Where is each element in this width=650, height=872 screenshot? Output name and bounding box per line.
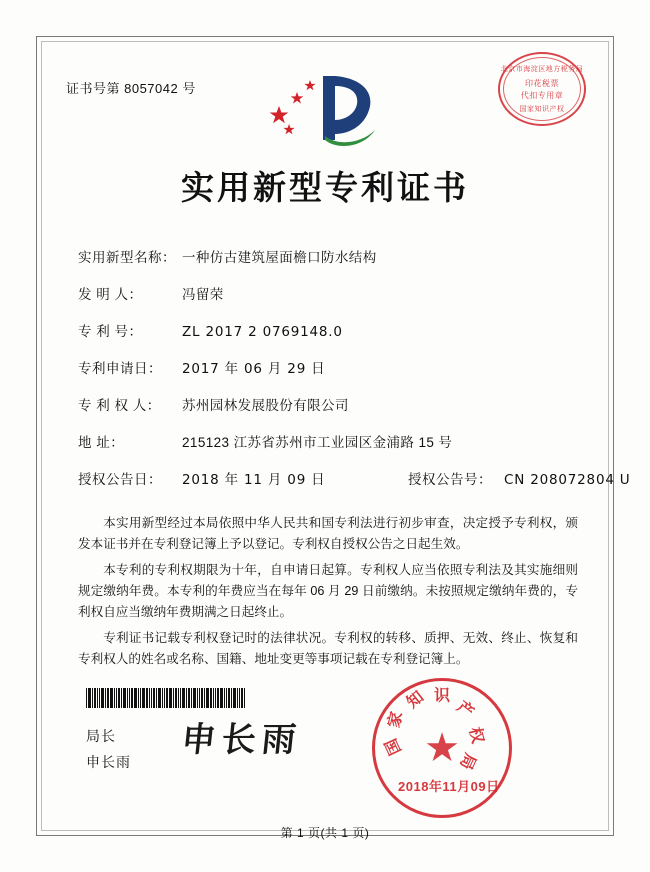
field-application-date [78,357,580,394]
seal-date: 2018年11月09日 [398,779,500,794]
field-patent-number [78,320,580,357]
handwritten-signature: 申长雨 [179,720,304,760]
tax-stamp-line3: 代扣专用章 [520,91,564,100]
page-footer: 第 1 页(共 1 页) [280,826,370,840]
seal-arc-char: 产 [453,698,477,722]
field-label: 专 利 权 人： [78,398,161,413]
field-value: 一种仿古建筑屋面檐口防水结构 [182,250,377,265]
field-label: 地 址： [78,435,125,450]
legal-paragraph-2: 本专利的专利权期限为十年，自申请日起算。专利权人应当依照专利法及其实施细则规定缴纳年费。本专利的年费应当在每年 06 月 29 日前缴纳。未按照规定缴纳年费的，专利权自应当缴纳年费期满之日起终止。 [78,563,578,619]
barcode [86,688,264,708]
legal-paragraph-3: 专利证书记载专利权登记时的法律状况。专利权的转移、质押、无效、终止、恢复和专利权人的姓名或名称、国籍、地址变更等事项记载在专利登记簿上。 [78,631,578,666]
field-grant-announcement [78,468,631,505]
signer-name: 申长雨 [86,754,131,770]
seal-arc-char: 局 [456,750,479,772]
field-value: 2017 年 06 月 29 日 [182,361,326,377]
field-label: 专 利 号： [78,324,143,339]
grant-number-group [408,468,631,488]
certificate-number: 证书号第 8057042 号 [66,81,196,96]
tax-stamp-line1: 北京市海淀区地方税务局 [500,66,584,73]
field-label: 专利申请日： [78,361,162,376]
field-address [78,431,580,468]
grant-date-label: 授权公告日： [78,472,162,487]
legal-paragraph-1: 本实用新型经过本局依照中华人民共和国专利法进行初步审查，决定授予专利权，颁发本证书并在专利登记簿上予以登记。专利权自授权公告之日起生效。 [78,516,578,551]
field-value: ZL 2017 2 0769148.0 [182,324,343,340]
field-value: 215123 江苏省苏州市工业园区金浦路 15 号 [182,435,453,450]
tax-stamp-line4: 国家知识产权 [519,106,565,113]
field-inventor [78,283,580,320]
grant-date-value: 2018 年 11 月 09 日 [182,472,326,488]
seal-arc-char: 知 [403,688,427,712]
official-round-seal [372,678,512,818]
seal-arc-char: 国 [382,735,405,758]
grant-number-label: 授权公告号： [408,472,492,487]
field-label: 实用新型名称： [78,250,176,265]
seal-arc-char: 识 [433,687,451,705]
field-patentee [78,394,580,431]
national-emblem-icon: ★ [424,726,460,770]
field-list [78,246,631,505]
seal-arc-char: 权 [465,725,486,745]
field-value: 苏州园林发展股份有限公司 [182,398,349,413]
patent-office-logo [265,70,385,146]
seal-arc-char: 家 [386,709,407,730]
tax-stamp-line2: 印花税票 [525,79,559,88]
signer-title: 局长 [86,728,116,744]
field-utility-model-name [78,246,580,283]
page-title: 实用新型专利证书 [181,168,469,207]
grant-number-value: CN 208072804 U [504,472,631,488]
field-label: 发 明 人： [78,287,143,302]
field-value: 冯留荣 [182,287,224,302]
legal-text [78,513,578,675]
